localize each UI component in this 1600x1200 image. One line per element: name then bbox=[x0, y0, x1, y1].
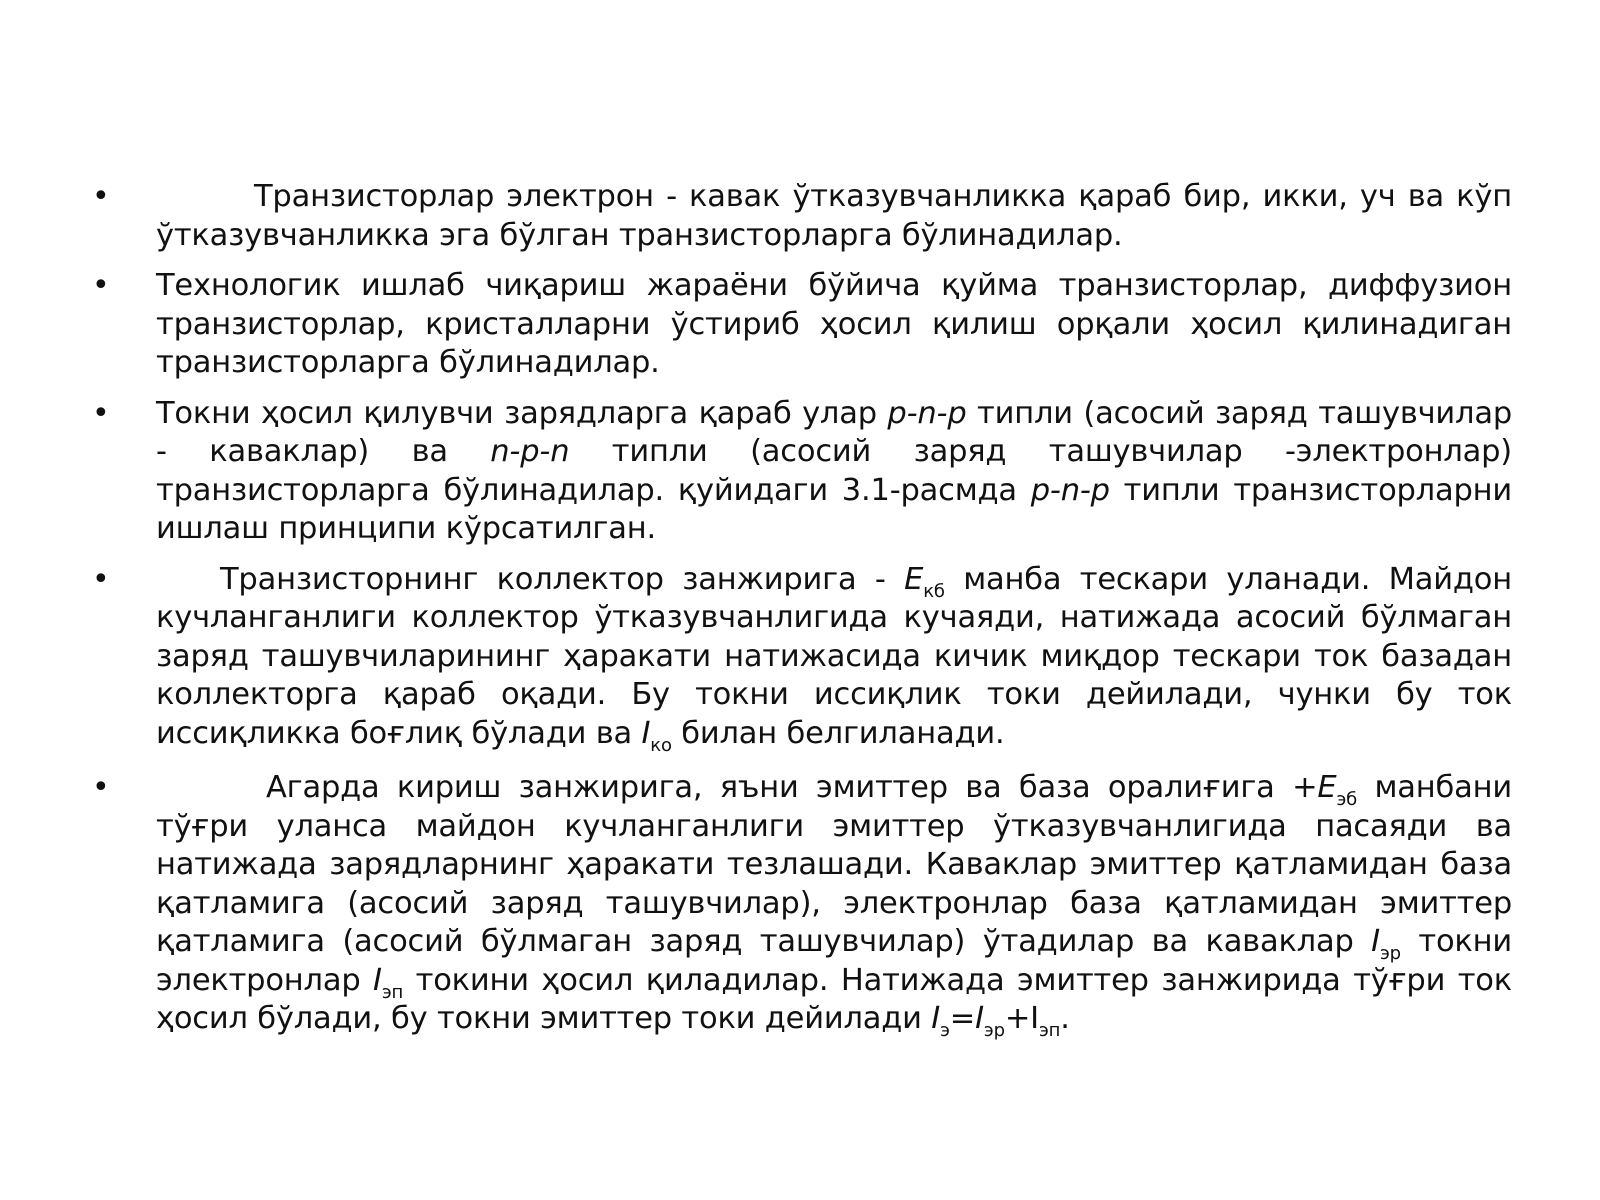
item-text: Транзисторлар электрон - кавак ўтказувчанликка қараб бир, икки, уч ва кўп ўтказувчанликка эга бўлган транзисторларга бўлинадилар. bbox=[156, 179, 1512, 253]
npn-term: n-p-n bbox=[490, 434, 570, 469]
symbol-i: I bbox=[641, 715, 651, 751]
bullet-icon: • bbox=[92, 395, 110, 431]
symbol-subscript: ко bbox=[650, 734, 672, 756]
bullet-icon: • bbox=[92, 770, 110, 805]
symbol-e: E bbox=[1317, 770, 1337, 805]
symbol-e: E bbox=[904, 561, 924, 597]
list-item bbox=[92, 178, 1512, 255]
list-item bbox=[92, 395, 1512, 549]
bullet-icon: • bbox=[92, 268, 110, 303]
bullet-icon: • bbox=[92, 561, 110, 597]
item-text: Транзисторнинг коллектор занжирига - $E_{кб}$ манба тескари уланади. Майдон кучланганлиги коллектор ўтказувчанлигида кучаяди, натижада асосий бўлмаган заряд ташувчиларининг ҳаракати натижасида кичик миқдор тескари ток базадан коллекторга қараб оқади. Бу токни иссиқлик токи дейилади, чунки бу ток иссиқликка боғлиқ бўлади ва $I_{ко}$ билан белгиланади. bbox=[156, 561, 1512, 756]
symbol-subscript: эп bbox=[381, 981, 404, 1003]
bullet-icon: • bbox=[92, 179, 110, 214]
formula-subscript: эп bbox=[1038, 1020, 1061, 1041]
pnp-term: p-n-p bbox=[1030, 472, 1110, 508]
list-item bbox=[92, 769, 1512, 1039]
item-text: Технологик ишлаб чиқариш жараёни бўйича қуйма транзисторлар, диффузион транзисторлар, кристалларни ўстириб ҳосил қилиш орқали ҳосил қилинадиган транзисторларга бўлинадилар. bbox=[156, 268, 1512, 380]
symbol-subscript: эб bbox=[1336, 789, 1358, 810]
list-item bbox=[92, 267, 1512, 383]
item-text: Агарда кириш занжирига, яъни эмиттер ва база оралиғига $+E_{эб}$ манбани тўғри уланса майдон кучланганлиги эмиттер ўтказувчанлигида пасаяди ва натижада зарядларнинг ҳаракати тезлашади. Каваклар эмиттер қатламидан база қатламига (асосий заряд ташувчилар), электронлар база қатламидан эмиттер қатламига (асосий бўлмаган заряд ташувчилар) ўтадилар ва каваклар $I_{эр}$ токни электронлар $I_{эп}$ токини ҳосил қиладилар. Натижада эмиттер занжирида тўғри ток ҳосил бўлади, бу токни эмиттер токи дейилади $I_э=I_{эр}+I_{эп}$. bbox=[156, 770, 1513, 1041]
formula-i: I bbox=[975, 1001, 984, 1036]
symbol-subscript: кб bbox=[923, 580, 945, 602]
formula-subscript: э bbox=[940, 1020, 950, 1041]
list-item bbox=[92, 561, 1512, 754]
pnp-term: p-n-p bbox=[887, 395, 967, 431]
formula-i: I bbox=[931, 1001, 941, 1036]
symbol-subscript: эр bbox=[1379, 943, 1401, 964]
symbol-i: I bbox=[373, 962, 382, 998]
formula-subscript: эр bbox=[983, 1020, 1005, 1041]
item-text: Токни ҳосил қилувчи зарядларга қараб улар p-n-p типли (асосий заряд ташувчилар - каваклар) ва n-p-n типли (асосий заряд ташувчилар -электронлар) транзисторларга бўлинадилар. қуйидаги 3.1-расмда p-n-p типли транзисторларни ишлаш принципи кўрсатилган. bbox=[156, 395, 1512, 546]
bullet-list bbox=[92, 178, 1512, 1051]
symbol-i: I bbox=[1371, 924, 1380, 959]
